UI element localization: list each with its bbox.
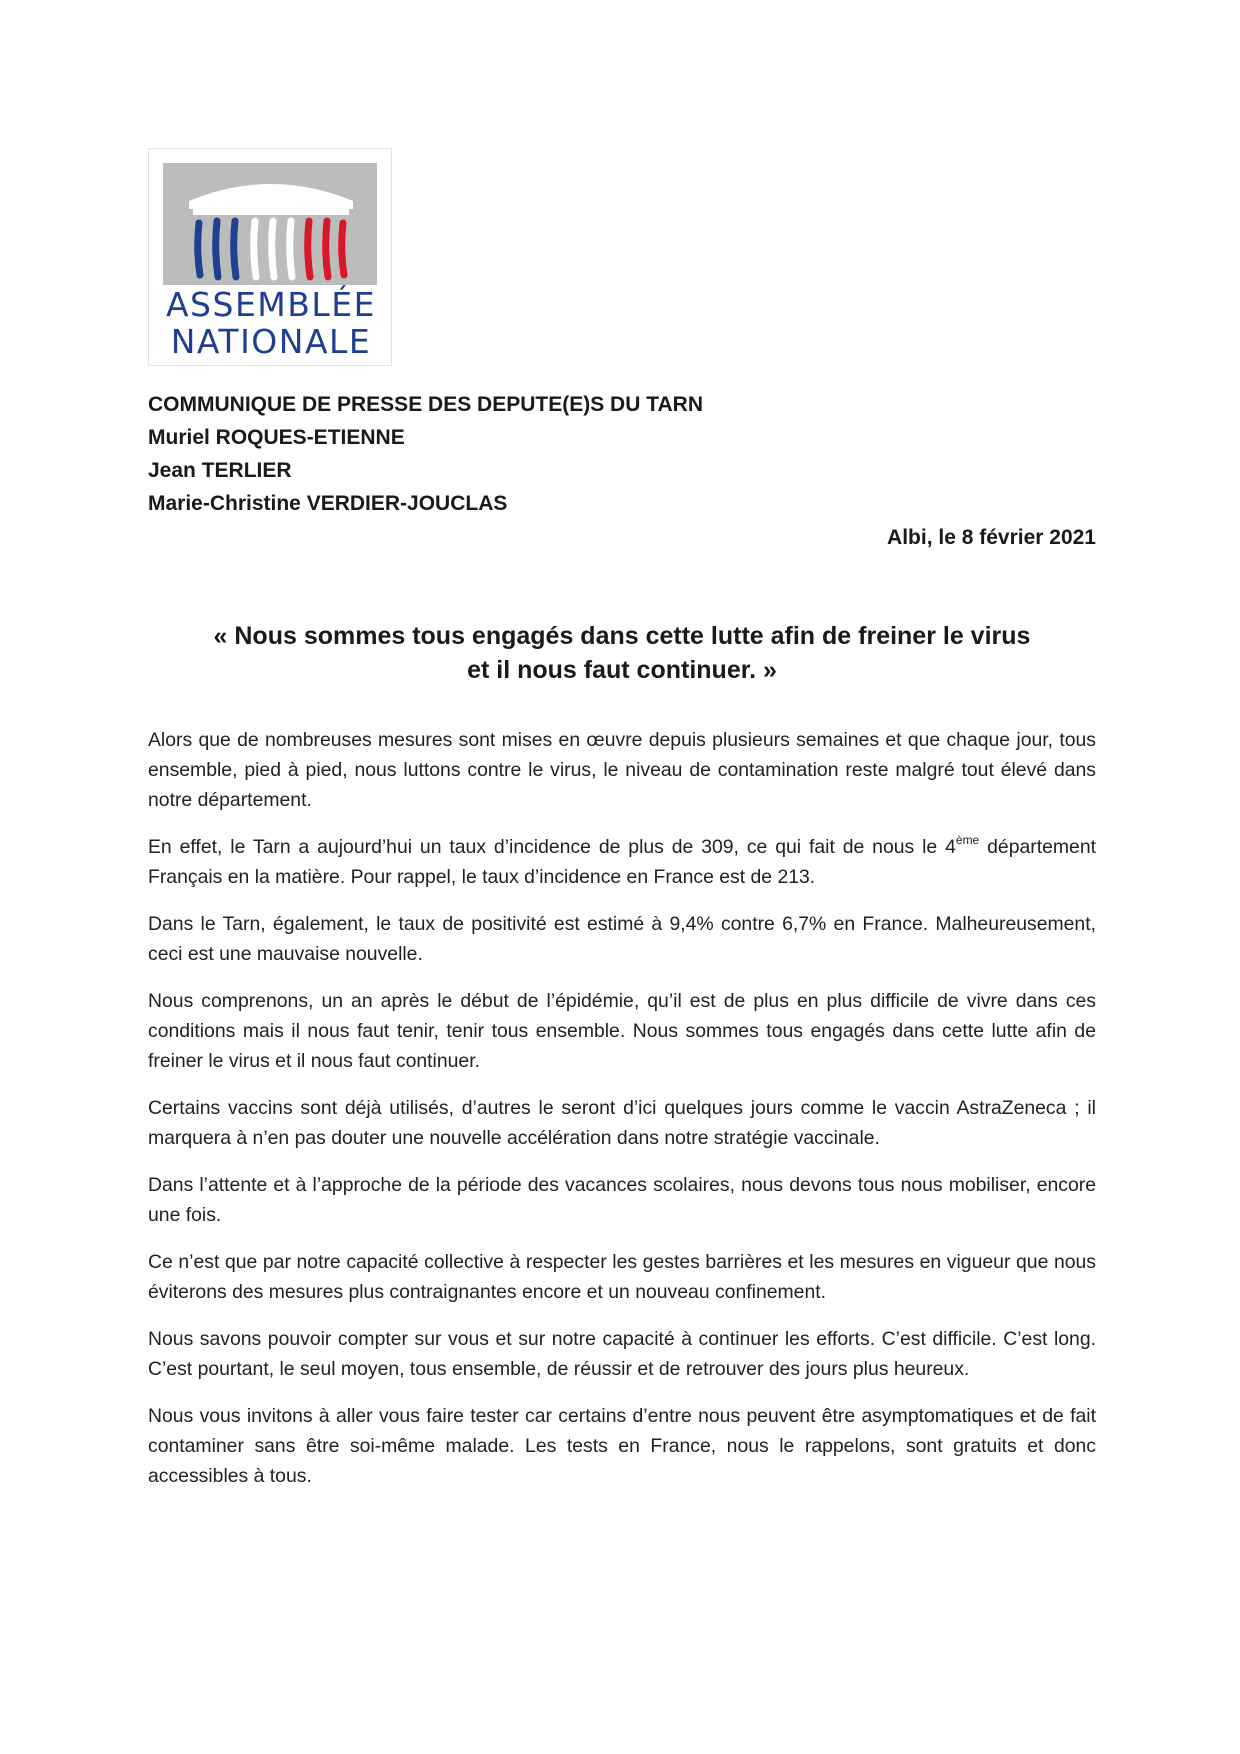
headline-line: « Nous sommes tous engagés dans cette lutte afin de freiner le virus xyxy=(213,622,1031,650)
paragraph: Nous vous invitons à aller vous faire tester car certains d’entre nous peuvent être asymptomatiques et de fait contaminer sans être soi-même malade. Les tests en France, nous le rappelons, sont gratuits et donc accessibles à tous. xyxy=(148,1405,1096,1487)
deputy-name: Jean TERLIER xyxy=(148,459,292,482)
paragraph: Dans le Tarn, également, le taux de positivité est estimé à 9,4% contre 6,7% en France. Malheureusement, ceci est une mauvaise nouvelle. xyxy=(148,913,1096,965)
paragraph: Nous comprenons, un an après le début de l’épidémie, qu’il est de plus en plus difficile de vivre dans ces conditions mais il nous faut tenir, tenir tous ensemble. Nous sommes tous engagés dans cette lutte afin de freiner le virus et il nous faut continuer. xyxy=(148,990,1096,1072)
paragraph-text: département Français en la matière. Pour rappel, le taux d’incidence en France est de 213. xyxy=(148,836,1096,888)
paragraph: Dans l’attente et à l’approche de la période des vacances scolaires, nous devons tous nous mobiliser, encore une fois. xyxy=(148,1174,1096,1226)
press-release-title: COMMUNIQUE DE PRESSE DES DEPUTE(E)S DU TARN xyxy=(148,393,703,416)
logo-text-assemblee: ASSEMBLÉE xyxy=(165,285,377,324)
press-release-body xyxy=(148,725,1096,1508)
ordinal-superscript: ème xyxy=(955,833,980,847)
deputy-name: Muriel ROQUES-ETIENNE xyxy=(148,426,405,449)
headline-quote xyxy=(148,619,1096,687)
paragraph: Certains vaccins sont déjà utilisés, d’autres le seront d’ici quelques jours comme le vaccin AstraZeneca ; il marquera à n’en pas douter une nouvelle accélération dans notre stratégie vaccinale. xyxy=(148,1097,1096,1149)
deputy-name: Marie-Christine VERDIER-JOUCLAS xyxy=(148,492,508,515)
press-release-header xyxy=(148,388,703,520)
paragraph xyxy=(148,832,1096,892)
logo-text-nationale: NATIONALE xyxy=(170,322,372,361)
paragraph-text: En effet, le Tarn a aujourd’hui un taux d’incidence de plus de 309, ce qui fait de nous le 4 xyxy=(148,836,956,858)
headline-line: et il nous faut continuer. » xyxy=(467,656,777,684)
paragraph: Ce n’est que par notre capacité collective à respecter les gestes barrières et les mesures en vigueur que nous éviterons des mesures plus contraignantes encore et un nouveau confinement. xyxy=(148,1251,1096,1303)
paragraph: Alors que de nombreuses mesures sont mises en œuvre depuis plusieurs semaines et que chaque jour, tous ensemble, pied à pied, nous luttons contre le virus, le niveau de contamination reste malgré tout élevé dans notre département. xyxy=(148,729,1096,811)
place-and-date: Albi, le 8 février 2021 xyxy=(887,526,1096,549)
assemblee-nationale-logo xyxy=(148,148,392,366)
paragraph: Nous savons pouvoir compter sur vous et sur notre capacité à continuer les efforts. C’est difficile. C’est long. C’est pourtant, le seul moyen, tous ensemble, de réussir et de retrouver des jours plus heureux. xyxy=(148,1328,1096,1380)
